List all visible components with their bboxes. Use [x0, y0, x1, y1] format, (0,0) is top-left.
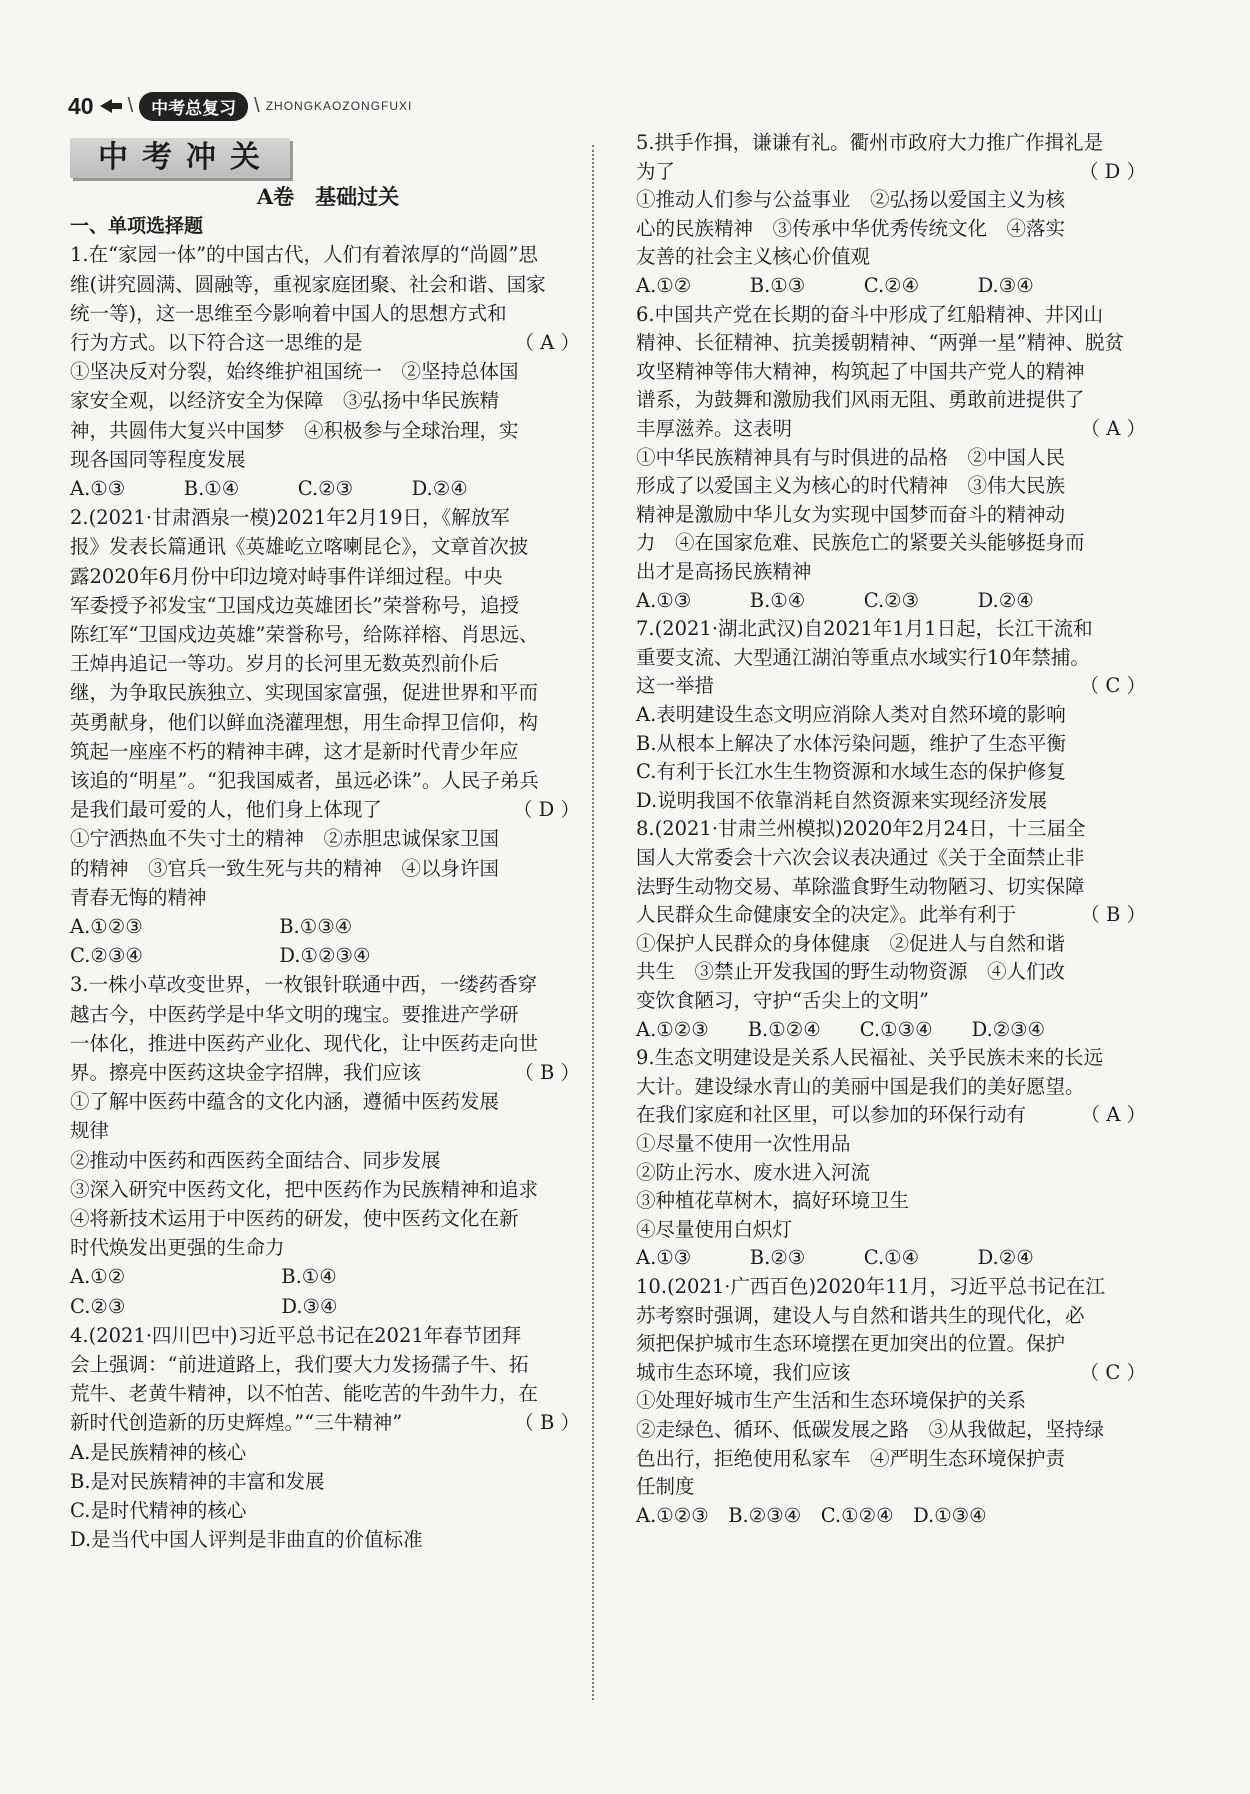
line-text: A卷 基础过关 [256, 184, 400, 209]
text-line [636, 729, 1152, 759]
text-line [636, 929, 1152, 959]
line-text: 攻坚精神等伟大精神，构筑起了中国共产党人的精神 [636, 359, 1085, 383]
book-title-badge: 中考总复习 [139, 92, 248, 121]
line-text: ③深入研究中医药文化，把中医药作为民族精神和追求 [70, 1177, 539, 1201]
text-line [70, 1496, 586, 1526]
text-line [70, 649, 586, 679]
book-title-pinyin: ZHONGKAOZONGFUXI [265, 99, 413, 113]
line-text: 该追的“明星”。“犯我国威者，虽远必诛”。人民子弟兵 [70, 769, 539, 792]
text-line [636, 1100, 1152, 1130]
text-line [636, 185, 1152, 215]
text-line [636, 1272, 1152, 1302]
text-line [70, 1029, 586, 1059]
text-line [636, 757, 1152, 787]
text-line [70, 532, 586, 562]
line-text: 英勇献身，他们以鲜血浇灌理想，用生命捍卫信仰，构 [70, 710, 539, 734]
line-text: 行为方式。以下符合这一思维的是 [70, 331, 363, 354]
line-text: ①处理好城市生产生活和生态环境保护的关系 [636, 1389, 1027, 1413]
line-text: 大计。建设绿水青山的美丽中国是我们的美好愿望。 [636, 1074, 1085, 1098]
text-line [636, 357, 1152, 387]
line-text: C.有利于长江水生生物资源和水域生态的保护修复 [636, 760, 1066, 784]
line-text: 6.中国共产党在长期的奋斗中形成了红船精神、井冈山 [636, 302, 1104, 326]
line-text: 9.生态文明建设是关系人民福祉、关乎民族未来的长远 [636, 1046, 1104, 1070]
line-text: 家安全观，以经济安全为保障 ③弘扬中华民族精 [70, 389, 500, 413]
text-line [636, 1301, 1152, 1331]
text-line [636, 1444, 1152, 1474]
text-line [70, 299, 586, 329]
slash-divider: \ [127, 94, 134, 117]
paper-section-title [70, 182, 586, 212]
line-text: A.①② B.①④ [70, 1265, 337, 1289]
line-text: 神，共圆伟大复兴中国梦 ④积极参与全球治理，实 [70, 418, 519, 442]
text-line [636, 1072, 1152, 1102]
line-text: 力 ④在国家危难、民族危亡的紧要关头能够挺身而 [636, 531, 1085, 555]
text-line [636, 700, 1152, 730]
text-line [70, 474, 586, 504]
line-text: 荒牛、老黄牛精神，以不怕苦、能吃苦的牛劲牛力，在 [70, 1382, 539, 1406]
text-line [636, 328, 1152, 358]
line-text: 法野生动物交易、革除滥食野生动物陋习、切实保障 [636, 874, 1085, 898]
line-text: A.①②③ B.①③④ [70, 915, 353, 938]
line-text: A.①②③ B.①②④ C.①③④ D.②③④ [636, 1017, 1046, 1041]
line-text: 人民群众生命健康安全的决定》。此举有利于 [636, 903, 1017, 927]
line-text: 丰厚滋养。这表明 [636, 417, 793, 440]
text-line [70, 1116, 586, 1146]
section-banner-title: 中考冲关 [98, 140, 274, 175]
line-text: B.从根本上解决了水体污染问题，维护了生态平衡 [636, 731, 1067, 755]
line-text: 4.(2021·四川巴中)习近平总书记在2021年春节团拜 [70, 1323, 522, 1347]
text-line [70, 445, 586, 475]
line-text: ②推动中医药和西医药全面结合、同步发展 [70, 1148, 441, 1172]
text-line [636, 500, 1152, 530]
text-line [70, 795, 586, 825]
line-text: 青春无悔的精神 [70, 885, 207, 909]
text-line [636, 128, 1152, 158]
text-line [636, 843, 1152, 873]
answer-choice: （ A ） [1080, 417, 1146, 440]
line-text: 色出行，拒绝使用私家车 ④严明生态环境保护责 [636, 1446, 1066, 1470]
line-text: 3.一株小草改变世界，一枚银针联通中西，一缕药香穿 [70, 973, 538, 997]
text-line [636, 1501, 1152, 1531]
line-text: 为了 [636, 159, 676, 183]
text-line [636, 242, 1152, 272]
text-line [636, 786, 1152, 816]
line-text: ④尽量使用白炽灯 [636, 1217, 793, 1241]
text-line [636, 271, 1152, 301]
text-line [70, 941, 586, 971]
line-text: 1.在“家园一体”的中国古代，人们有着浓厚的“尚圆”思 [70, 243, 538, 267]
line-text: 出才是高扬民族精神 [636, 560, 812, 583]
line-text: ①中华民族精神具有与时俱进的品格 ②中国人民 [636, 445, 1066, 469]
line-text: C.是时代精神的核心 [70, 1499, 247, 1522]
line-text: 新时代创造新的历史辉煌。”“三牛精神” [70, 1411, 403, 1435]
text-line [636, 1186, 1152, 1216]
line-text: 10.(2021·广西百色)2020年11月，习近平总书记在江 [636, 1275, 1105, 1298]
text-line [70, 766, 586, 796]
text-line [70, 562, 586, 592]
text-line [636, 614, 1152, 644]
text-line [636, 1158, 1152, 1188]
line-text: 露2020年6月份中印边境对峙事件详细过程。中央 [70, 564, 503, 588]
text-line [70, 1379, 586, 1409]
line-text: 筑起一座座不朽的精神丰碑，这才是新时代青少年应 [70, 739, 519, 763]
text-line [70, 270, 586, 300]
answer-choice: （ D ） [1078, 159, 1146, 183]
question-type-heading [70, 211, 586, 241]
text-line [70, 503, 586, 533]
line-text: A.是民族精神的核心 [70, 1440, 247, 1464]
text-line [636, 385, 1152, 415]
text-line [70, 883, 586, 913]
text-line [636, 1329, 1152, 1359]
line-text: 会上强调：“前进道路上，我们要大力发扬孺子牛、拓 [70, 1353, 529, 1376]
text-line [70, 1438, 586, 1468]
line-text: 一体化，推进中医药产业化、现代化，让中医药走向世 [70, 1031, 539, 1055]
answer-choice: （ A ） [514, 331, 580, 354]
text-line [70, 824, 586, 854]
text-line [70, 240, 586, 270]
answer-choice: （ D ） [512, 798, 580, 822]
line-text: ①保护人民群众的身体健康 ②促进人与自然和谐 [636, 931, 1066, 955]
text-line [70, 1087, 586, 1117]
line-text: 须把保护城市生态环境摆在更加突出的位置。保护 [636, 1332, 1066, 1356]
text-line [70, 854, 586, 884]
slash-divider: \ [254, 94, 260, 117]
text-line [636, 528, 1152, 558]
text-line [70, 357, 586, 387]
answer-choice: （ B ） [1080, 903, 1146, 927]
line-text: 统一等)，这一思维至今影响着中国人的思想方式和 [70, 301, 507, 325]
text-line [70, 708, 586, 738]
line-text: ①尽量不使用一次性用品 [636, 1132, 851, 1155]
line-text: A.①③ B.②③ C.①④ D.②④ [636, 1246, 1034, 1270]
text-line [636, 1386, 1152, 1416]
line-text: 报》发表长篇通讯《英雄屹立喀喇昆仑》，文章首次披 [70, 535, 529, 559]
text-line [636, 157, 1152, 187]
line-text: 2.(2021·甘肃酒泉一模)2021年2月19日，《解放军 [70, 506, 510, 530]
line-text: B.是对民族精神的丰富和发展 [70, 1469, 325, 1493]
text-line [636, 1358, 1152, 1388]
text-line [70, 1233, 586, 1263]
text-line [70, 328, 586, 358]
arrow-left-icon [100, 99, 122, 113]
text-line [636, 1129, 1152, 1159]
line-text: 5.拱手作揖，谦谦有礼。衢州市政府大力推广作揖礼是 [636, 131, 1104, 154]
line-text: ③种植花草树木，搞好环境卫生 [636, 1189, 910, 1213]
text-line [636, 1043, 1152, 1073]
line-text: 陈红军“卫国戍边英雄”荣誉称号，给陈祥榕、肖思远、 [70, 623, 539, 646]
line-text: D.是当代中国人评判是非曲直的价值标准 [70, 1528, 423, 1552]
line-text: 是我们最可爱的人，他们身上体现了 [70, 798, 383, 822]
answer-choice: （ C ） [1079, 1360, 1146, 1384]
text-line [636, 443, 1152, 473]
text-line [636, 471, 1152, 501]
section-banner [70, 138, 290, 178]
text-line [70, 1058, 586, 1088]
page-header [68, 88, 412, 124]
line-text: 维(讲究圆满、圆融等，重视家庭团聚、社会和谐、国家 [70, 272, 546, 296]
line-text: ②走绿色、循环、低碳发展之路 ③从我做起，坚持绿 [636, 1418, 1105, 1441]
text-line [636, 814, 1152, 844]
line-text: D.说明我国不依靠消耗自然资源来实现经济发展 [636, 788, 1048, 812]
line-text: 一、单项选择题 [70, 215, 204, 238]
text-line [636, 900, 1152, 930]
text-line [70, 1525, 586, 1555]
line-text: ①坚决反对分裂，始终维护祖国统一 ②坚持总体国 [70, 360, 519, 384]
line-text: 精神是激励中华儿女为实现中国梦而奋斗的精神动 [636, 502, 1066, 526]
line-text: C.②③④ D.①②③④ [70, 944, 371, 968]
line-text: 城市生态环境，我们应该 [636, 1360, 851, 1384]
text-line [636, 986, 1152, 1016]
line-text: 军委授予祁发宝“卫国戍边英雄团长”荣誉称号，追授 [70, 593, 519, 617]
line-text: 共生 ③禁止开发我国的野生动物资源 ④人们改 [636, 960, 1066, 984]
line-text: 规律 [70, 1119, 110, 1143]
line-text: ①宁洒热血不失寸土的精神 ②赤胆忠诚保家卫国 [70, 827, 500, 851]
text-line [636, 671, 1152, 701]
line-text: 王焯冉追记一等功。岁月的长河里无数英烈前仆后 [70, 652, 500, 676]
answer-choice: （ B ） [514, 1061, 580, 1084]
text-line [70, 1292, 586, 1322]
line-text: 谱系，为鼓舞和激励我们风雨无阻、勇敢前进提供了 [636, 388, 1085, 412]
line-text: A.①②③ B.②③④ C.①②④ D.①③④ [636, 1503, 987, 1527]
line-text: ①了解中医药中蕴含的文化内涵，遵循中医药发展 [70, 1090, 500, 1114]
text-line [70, 1321, 586, 1351]
line-text: C.②③ D.③④ [70, 1294, 338, 1318]
line-text: 变饮食陋习，守护“舌尖上的文明” [636, 989, 929, 1012]
line-text: 7.(2021·湖北武汉)自2021年1月1日起，长江干流和 [636, 617, 1093, 641]
line-text: 时代焕发出更强的生命力 [70, 1236, 285, 1260]
text-line [636, 1215, 1152, 1245]
line-text: 继，为争取民族独立、实现国家富强，促进世界和平而 [70, 681, 539, 705]
text-line [636, 414, 1152, 444]
line-text: 在我们家庭和社区里，可以参加的环保行动有 [636, 1103, 1027, 1127]
text-line [636, 1243, 1152, 1273]
text-line [70, 591, 586, 621]
text-line [70, 912, 586, 942]
line-text: 8.(2021·甘肃兰州模拟)2020年2月24日，十三届全 [636, 817, 1086, 841]
text-line [70, 1262, 586, 1292]
line-text: 越古今，中医药学是中华文明的瑰宝。要推进产学研 [70, 1002, 519, 1026]
line-text: 任制度 [636, 1475, 695, 1499]
text-line [636, 957, 1152, 987]
text-line [70, 1467, 586, 1497]
line-text: 这一举措 [636, 674, 715, 698]
text-line [636, 214, 1152, 244]
text-line [70, 416, 586, 446]
line-text: 界。擦亮中医药这块金字招牌，我们应该 [70, 1061, 422, 1084]
text-line [636, 1015, 1152, 1045]
line-text: 心的民族精神 ③传承中华优秀传统文化 ④落实 [636, 216, 1066, 240]
text-line [636, 557, 1152, 587]
line-text: A.表明建设生态文明应消除人类对自然环境的影响 [636, 703, 1066, 726]
line-text: 重要支流、大型通江湖泊等重点水域实行10年禁捕。 [636, 645, 1090, 669]
line-text: ①推动人们参与公益事业 ②弘扬以爱国主义为核 [636, 188, 1066, 212]
text-line [70, 1204, 586, 1234]
text-line [70, 1175, 586, 1205]
line-text: 精神、长征精神、抗美援朝精神、“两弹一星”精神、脱贫 [636, 331, 1124, 355]
line-text: A.①② B.①③ C.②④ D.③④ [636, 274, 1034, 297]
answer-choice: （ C ） [1079, 674, 1146, 698]
text-line [70, 1146, 586, 1176]
line-text: 形成了以爱国主义为核心的时代精神 ③伟大民族 [636, 474, 1066, 498]
text-line [70, 620, 586, 650]
text-line [70, 1408, 586, 1438]
text-line [70, 970, 586, 1000]
line-text: 国人大常委会十六次会议表决通过《关于全面禁止非 [636, 846, 1085, 869]
line-text: 的精神 ③官兵一致生死与共的精神 ④以身许国 [70, 856, 500, 880]
text-line [70, 386, 586, 416]
answer-choice: （ B ） [514, 1411, 580, 1435]
line-text: A.①③ B.①④ C.②③ D.②④ [636, 588, 1034, 612]
text-line [636, 586, 1152, 616]
text-line [70, 678, 586, 708]
text-line [636, 872, 1152, 902]
line-text: 苏考察时强调，建设人与自然和谐共生的现代化，必 [636, 1303, 1085, 1327]
line-text: ②防止污水、废水进入河流 [636, 1160, 871, 1184]
line-text: 友善的社会主义核心价值观 [636, 245, 871, 269]
line-text: A.①③ B.①④ C.②③ D.②④ [70, 477, 468, 500]
line-text: ④将新技术运用于中医药的研发，使中医药文化在新 [70, 1207, 519, 1230]
text-line [636, 1472, 1152, 1502]
line-text: 现各国同等程度发展 [70, 447, 246, 471]
text-line [70, 1000, 586, 1030]
answer-choice: （ A ） [1080, 1103, 1146, 1127]
page-number: 40 [68, 92, 94, 119]
text-line [70, 737, 586, 767]
text-line [636, 643, 1152, 673]
text-line [636, 300, 1152, 330]
text-line [636, 1415, 1152, 1445]
text-line [70, 1350, 586, 1380]
column-divider [592, 145, 594, 1700]
